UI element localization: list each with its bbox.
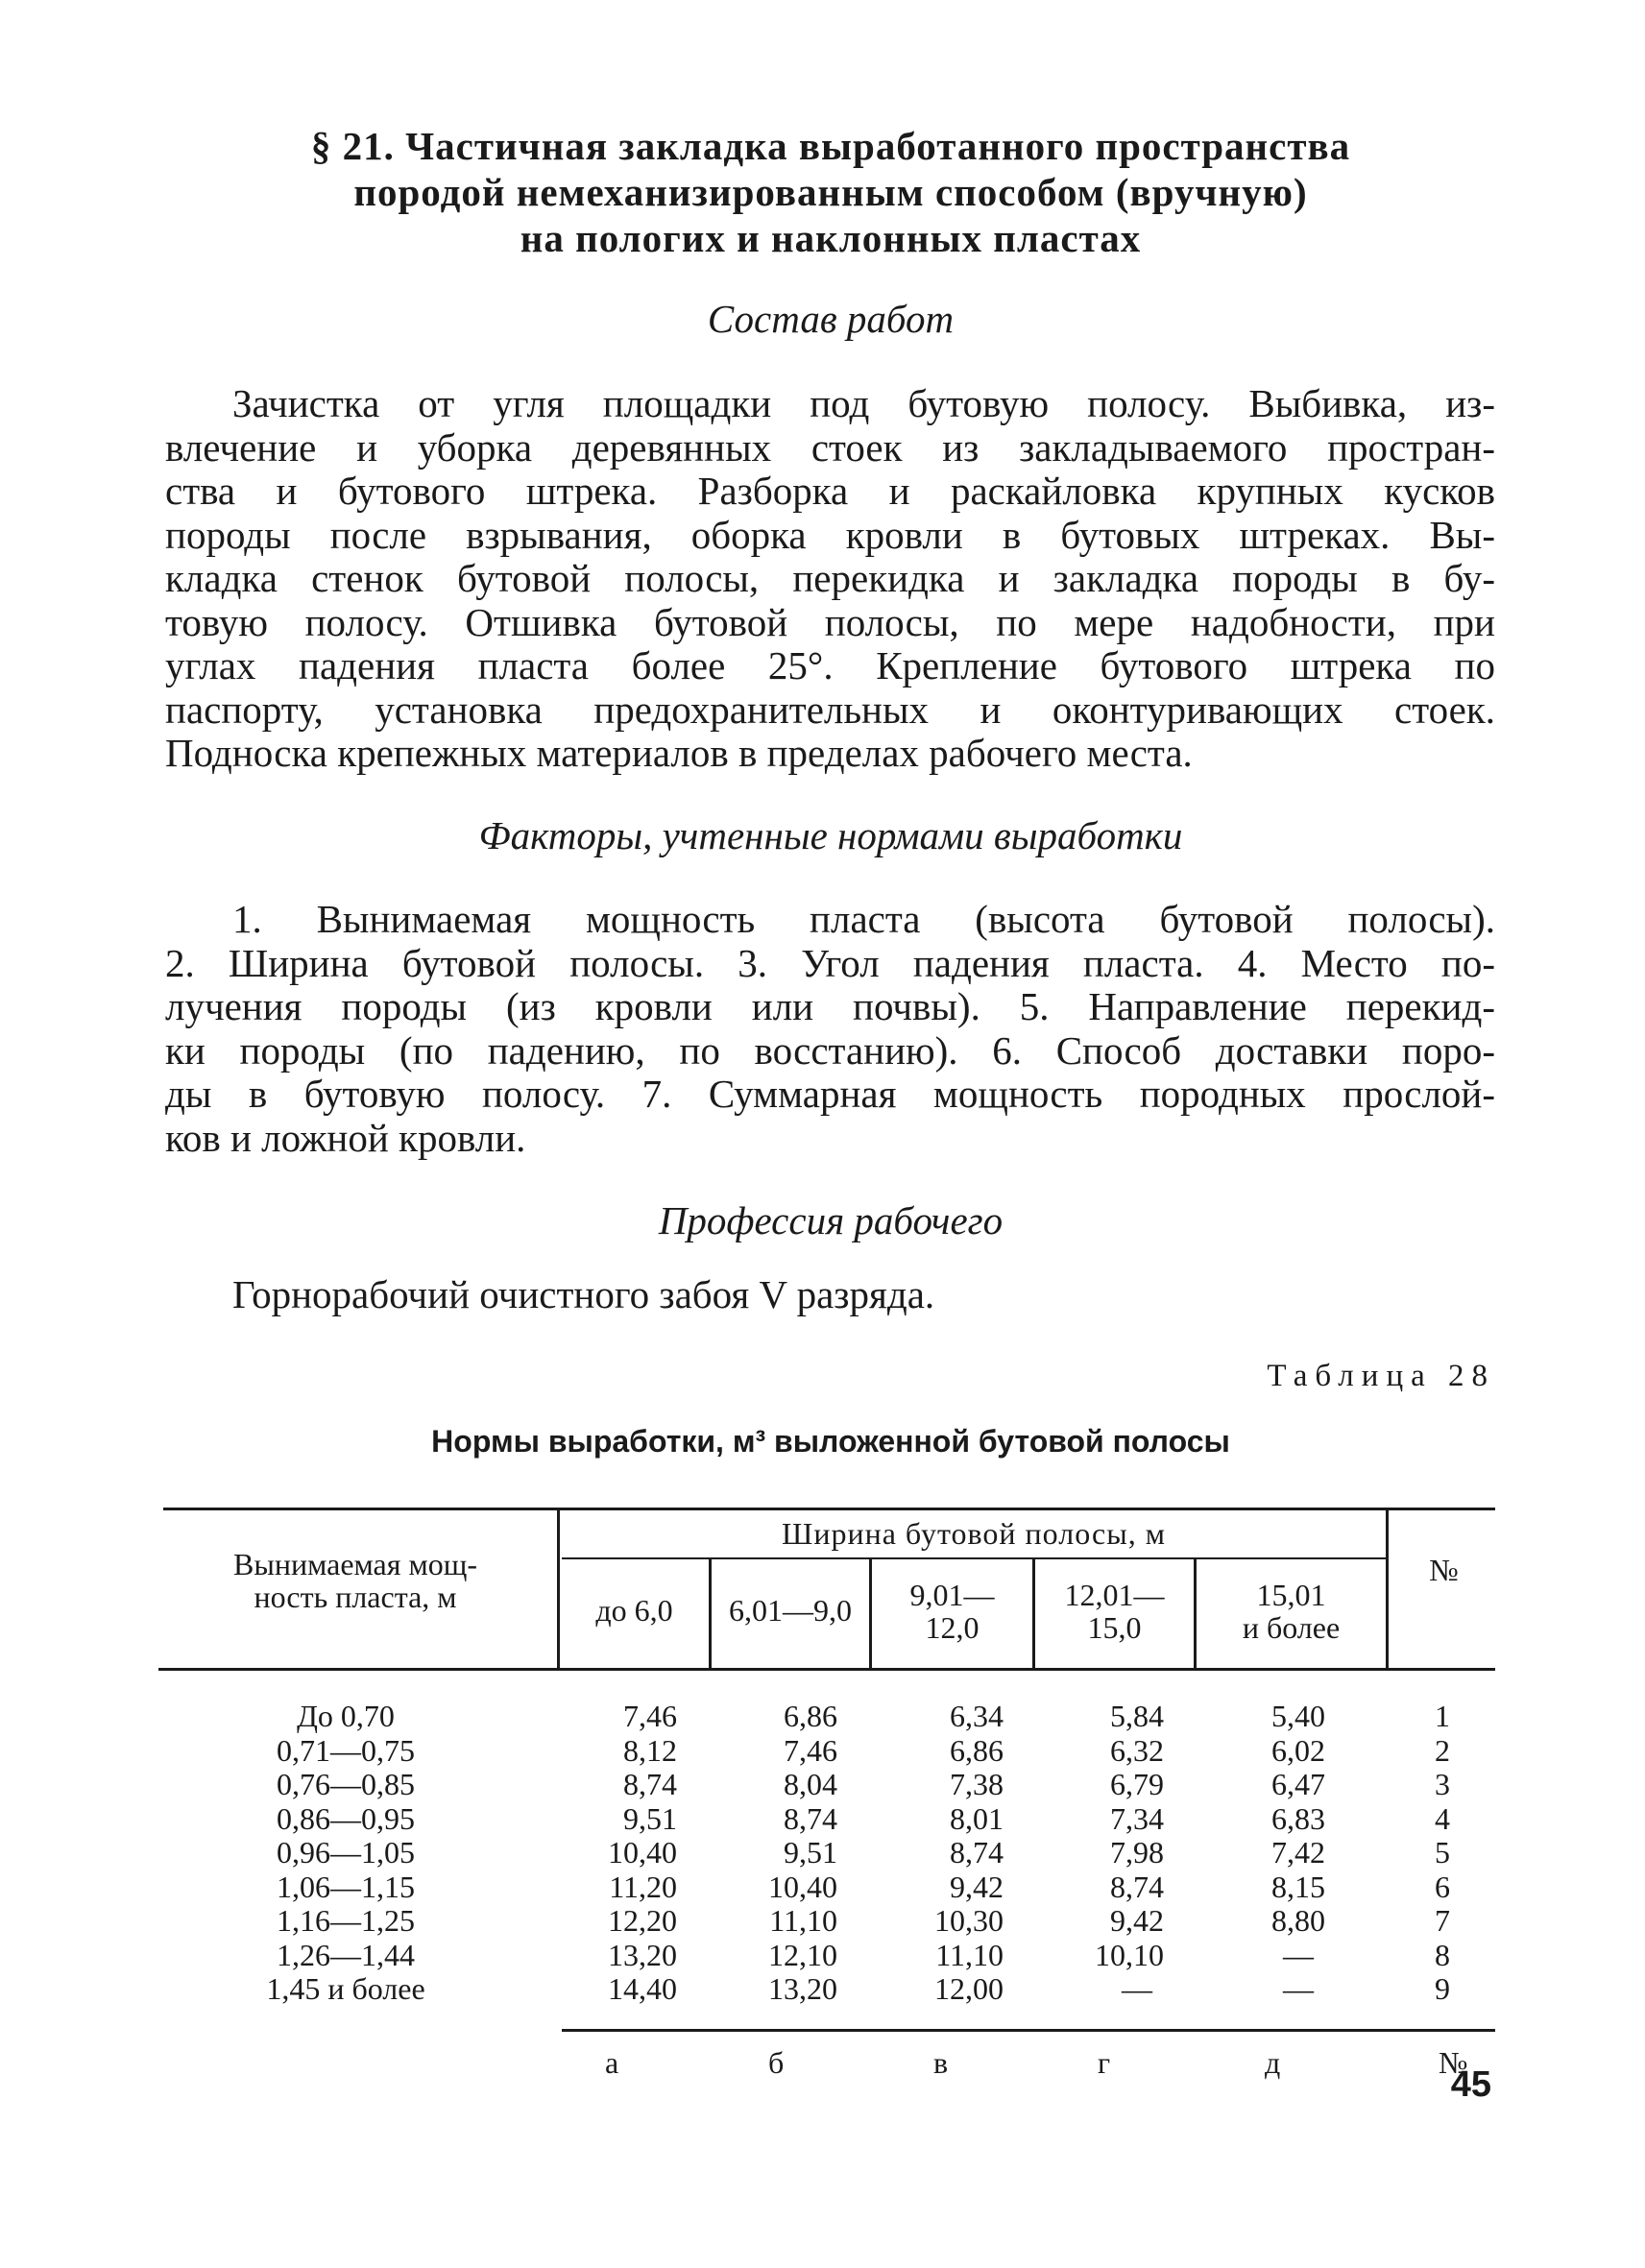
table-cell: 8,04: [784, 1767, 837, 1801]
column-letter: г: [1098, 2045, 1111, 2080]
row-number: 6: [1435, 1869, 1450, 1904]
table-cell: 5,84: [1110, 1699, 1164, 1733]
row-label: 1,16—1,25: [277, 1903, 415, 1938]
table-cell: 14,40: [608, 1971, 677, 2006]
table-cell: 7,98: [1110, 1835, 1164, 1870]
table-cell: 12,00: [934, 1971, 1004, 2006]
table-cell: 7,46: [623, 1699, 677, 1733]
col-header-line: и более: [1242, 1610, 1341, 1645]
col-header-line: 15,0: [1087, 1610, 1142, 1645]
row-label: 0,71—0,75: [277, 1732, 415, 1768]
text-line: породы после взрывания, оборка кровли в бутовых штреках. Вы-: [165, 512, 1495, 557]
table-cell: 9,51: [623, 1800, 677, 1836]
text-line: ков и ложной кровли.: [165, 1115, 526, 1160]
table-cell: 6,79: [1110, 1767, 1164, 1801]
table-cell: 7,42: [1271, 1835, 1325, 1870]
row-label: 0,86—0,95: [277, 1800, 415, 1836]
col-header: [872, 1579, 1032, 1644]
row-label: 1,26—1,44: [277, 1937, 415, 1972]
table-cell: 6,02: [1271, 1732, 1325, 1768]
table-cell: 10,30: [934, 1903, 1004, 1938]
row-label: 1,45 и более: [266, 1971, 425, 2006]
table-cell: 12,20: [608, 1903, 677, 1938]
text-line: углах падения пласта более 25°. Крепление бутового штрека по: [165, 643, 1495, 688]
composition-text: [165, 382, 1495, 776]
col-header-line: 15,01: [1256, 1578, 1326, 1612]
row-number: 7: [1435, 1903, 1450, 1938]
table-cell: 13,20: [608, 1937, 677, 1972]
column-letter-no: №: [1439, 2045, 1468, 2080]
row-header-line: Вынимаемая мощ-: [232, 1547, 478, 1581]
table-cell: 9,51: [784, 1835, 837, 1870]
row-header-divider: [557, 1510, 560, 1668]
table-cell: —: [1283, 1971, 1314, 2006]
row-number: 5: [1435, 1835, 1450, 1870]
factors-text: [165, 898, 1495, 1160]
row-number: 3: [1435, 1767, 1450, 1801]
table-cell: 8,74: [784, 1800, 837, 1836]
row-label: 1,06—1,15: [277, 1869, 415, 1904]
table-cell: 8,80: [1271, 1903, 1325, 1938]
table-cell: 8,74: [623, 1767, 677, 1801]
row-number: 4: [1435, 1800, 1450, 1836]
table-bottom-rule: [562, 2029, 1495, 2032]
row-header: [163, 1548, 547, 1613]
row-number: 1: [1435, 1699, 1450, 1733]
text-line: кладка стенок бутовой полосы, перекидка и закладка породы в бу-: [165, 556, 1495, 600]
col-header-line: 12,0: [925, 1610, 980, 1645]
table-cell: 10,10: [1095, 1937, 1164, 1972]
norms-table: [154, 1498, 1498, 2080]
no-column-divider: [1386, 1510, 1389, 1668]
column-letter: д: [1265, 2045, 1281, 2080]
row-label: 0,96—1,05: [277, 1835, 415, 1870]
table-cell: 12,10: [768, 1937, 837, 1972]
header-bottom-rule: [158, 1668, 1495, 1671]
table-cell: 8,01: [950, 1800, 1004, 1836]
col-header: до 6,0: [595, 1593, 673, 1628]
row-header-line: ность пласта, м: [254, 1580, 457, 1614]
col-header-line: 12,01—: [1064, 1578, 1165, 1612]
group-underline: [562, 1557, 1386, 1559]
profession-title: Профессия рабочего: [658, 1198, 1004, 1243]
table-title: Нормы выработки, м³ выложенной бутовой полосы: [431, 1424, 1230, 1459]
column-letter: в: [933, 2045, 949, 2080]
text-line: ки породы (по падению, по восстанию). 6. Способ доставки поро-: [165, 1027, 1495, 1073]
table-cell: 13,20: [768, 1971, 837, 2006]
no-header: №: [1429, 1553, 1459, 1587]
factors-title: Факторы, учтенные нормами выработки: [478, 813, 1183, 857]
page-number: 45: [1450, 2064, 1491, 2105]
column-letter: б: [768, 2045, 785, 2080]
table-cell: 10,40: [608, 1835, 677, 1870]
col-header: [1035, 1579, 1194, 1644]
table-cell: 11,10: [769, 1903, 837, 1938]
table-cell: 7,38: [950, 1767, 1004, 1801]
profession-text: Горнорабочий очистного забоя V разряда.: [232, 1272, 935, 1316]
table-cell: 8,15: [1271, 1869, 1325, 1904]
table-cell: 6,47: [1271, 1767, 1325, 1801]
table-top-rule: [163, 1508, 1495, 1510]
table-cell: 8,74: [950, 1835, 1004, 1870]
table-cell: 6,86: [784, 1699, 837, 1733]
table-cell: 9,42: [1110, 1903, 1164, 1938]
row-label: 0,76—0,85: [277, 1767, 415, 1801]
row-label: До 0,70: [297, 1699, 395, 1733]
table-cell: —: [1122, 1971, 1152, 2006]
col-header: 6,01—9,0: [729, 1593, 852, 1628]
table-cell: 9,42: [950, 1869, 1004, 1904]
composition-title: Состав работ: [707, 297, 955, 341]
table-cell: 5,40: [1271, 1699, 1325, 1733]
table-cell: —: [1283, 1937, 1314, 1972]
heading-line: на пологих и наклонных пластах: [520, 216, 1142, 260]
heading-line: § 21. Частичная закладка выработанного пространства: [310, 124, 1351, 168]
table-cell: 6,34: [950, 1699, 1004, 1733]
text-line: 2. Ширина бутовой полосы. 3. Угол падения пласта. 4. Место по-: [165, 940, 1495, 985]
column-letter: а: [605, 2045, 619, 2080]
table-cell: 11,20: [609, 1869, 677, 1904]
table-cell: 6,32: [1110, 1732, 1164, 1768]
table-label: Таблица 28: [1267, 1359, 1495, 1393]
text-line: Зачистка от угля площадки под бутовую полосу. Выбивка, из-: [232, 381, 1495, 425]
section-heading: [163, 123, 1498, 261]
table-cell: 10,40: [768, 1869, 837, 1904]
text-line: 1. Вынимаемая мощность пласта (высота бутовой полосы).: [232, 897, 1495, 941]
table-cell: 11,10: [935, 1937, 1004, 1972]
row-number: 8: [1435, 1937, 1450, 1972]
col-header: [1197, 1579, 1386, 1644]
group-header: Ширина бутовой полосы, м: [782, 1516, 1166, 1551]
text-line: влечение и уборка деревянных стоек из закладываемого простран-: [165, 424, 1495, 470]
text-line: Подноска крепежных материалов в пределах рабочего места.: [165, 731, 1193, 775]
text-line: лучения породы (из кровли или почвы). 5. Направление перекид-: [165, 984, 1495, 1028]
text-line: ды в бутовую полосу. 7. Суммарная мощность породных прослой-: [165, 1072, 1495, 1116]
text-line: ства и бутового штрека. Разборка и раскайловка крупных кусков: [165, 469, 1495, 513]
text-line: товую полосу. Отшивка бутовой полосы, по мере надобности, при: [165, 599, 1495, 644]
col-header-line: 9,01—: [909, 1578, 995, 1612]
table-cell: 7,34: [1110, 1800, 1164, 1836]
table-cell: 7,46: [784, 1732, 837, 1768]
table-cell: 8,12: [623, 1732, 677, 1768]
table-cell: 6,83: [1271, 1800, 1325, 1836]
table-cell: 6,86: [950, 1732, 1004, 1768]
row-number: 9: [1435, 1971, 1450, 2006]
heading-line: породой немеханизированным способом (вручную): [353, 170, 1308, 214]
table-cell: 8,74: [1110, 1869, 1164, 1904]
row-number: 2: [1435, 1732, 1450, 1768]
text-line: паспорту, установка предохранительных и оконтуривающих стоек.: [165, 687, 1495, 732]
